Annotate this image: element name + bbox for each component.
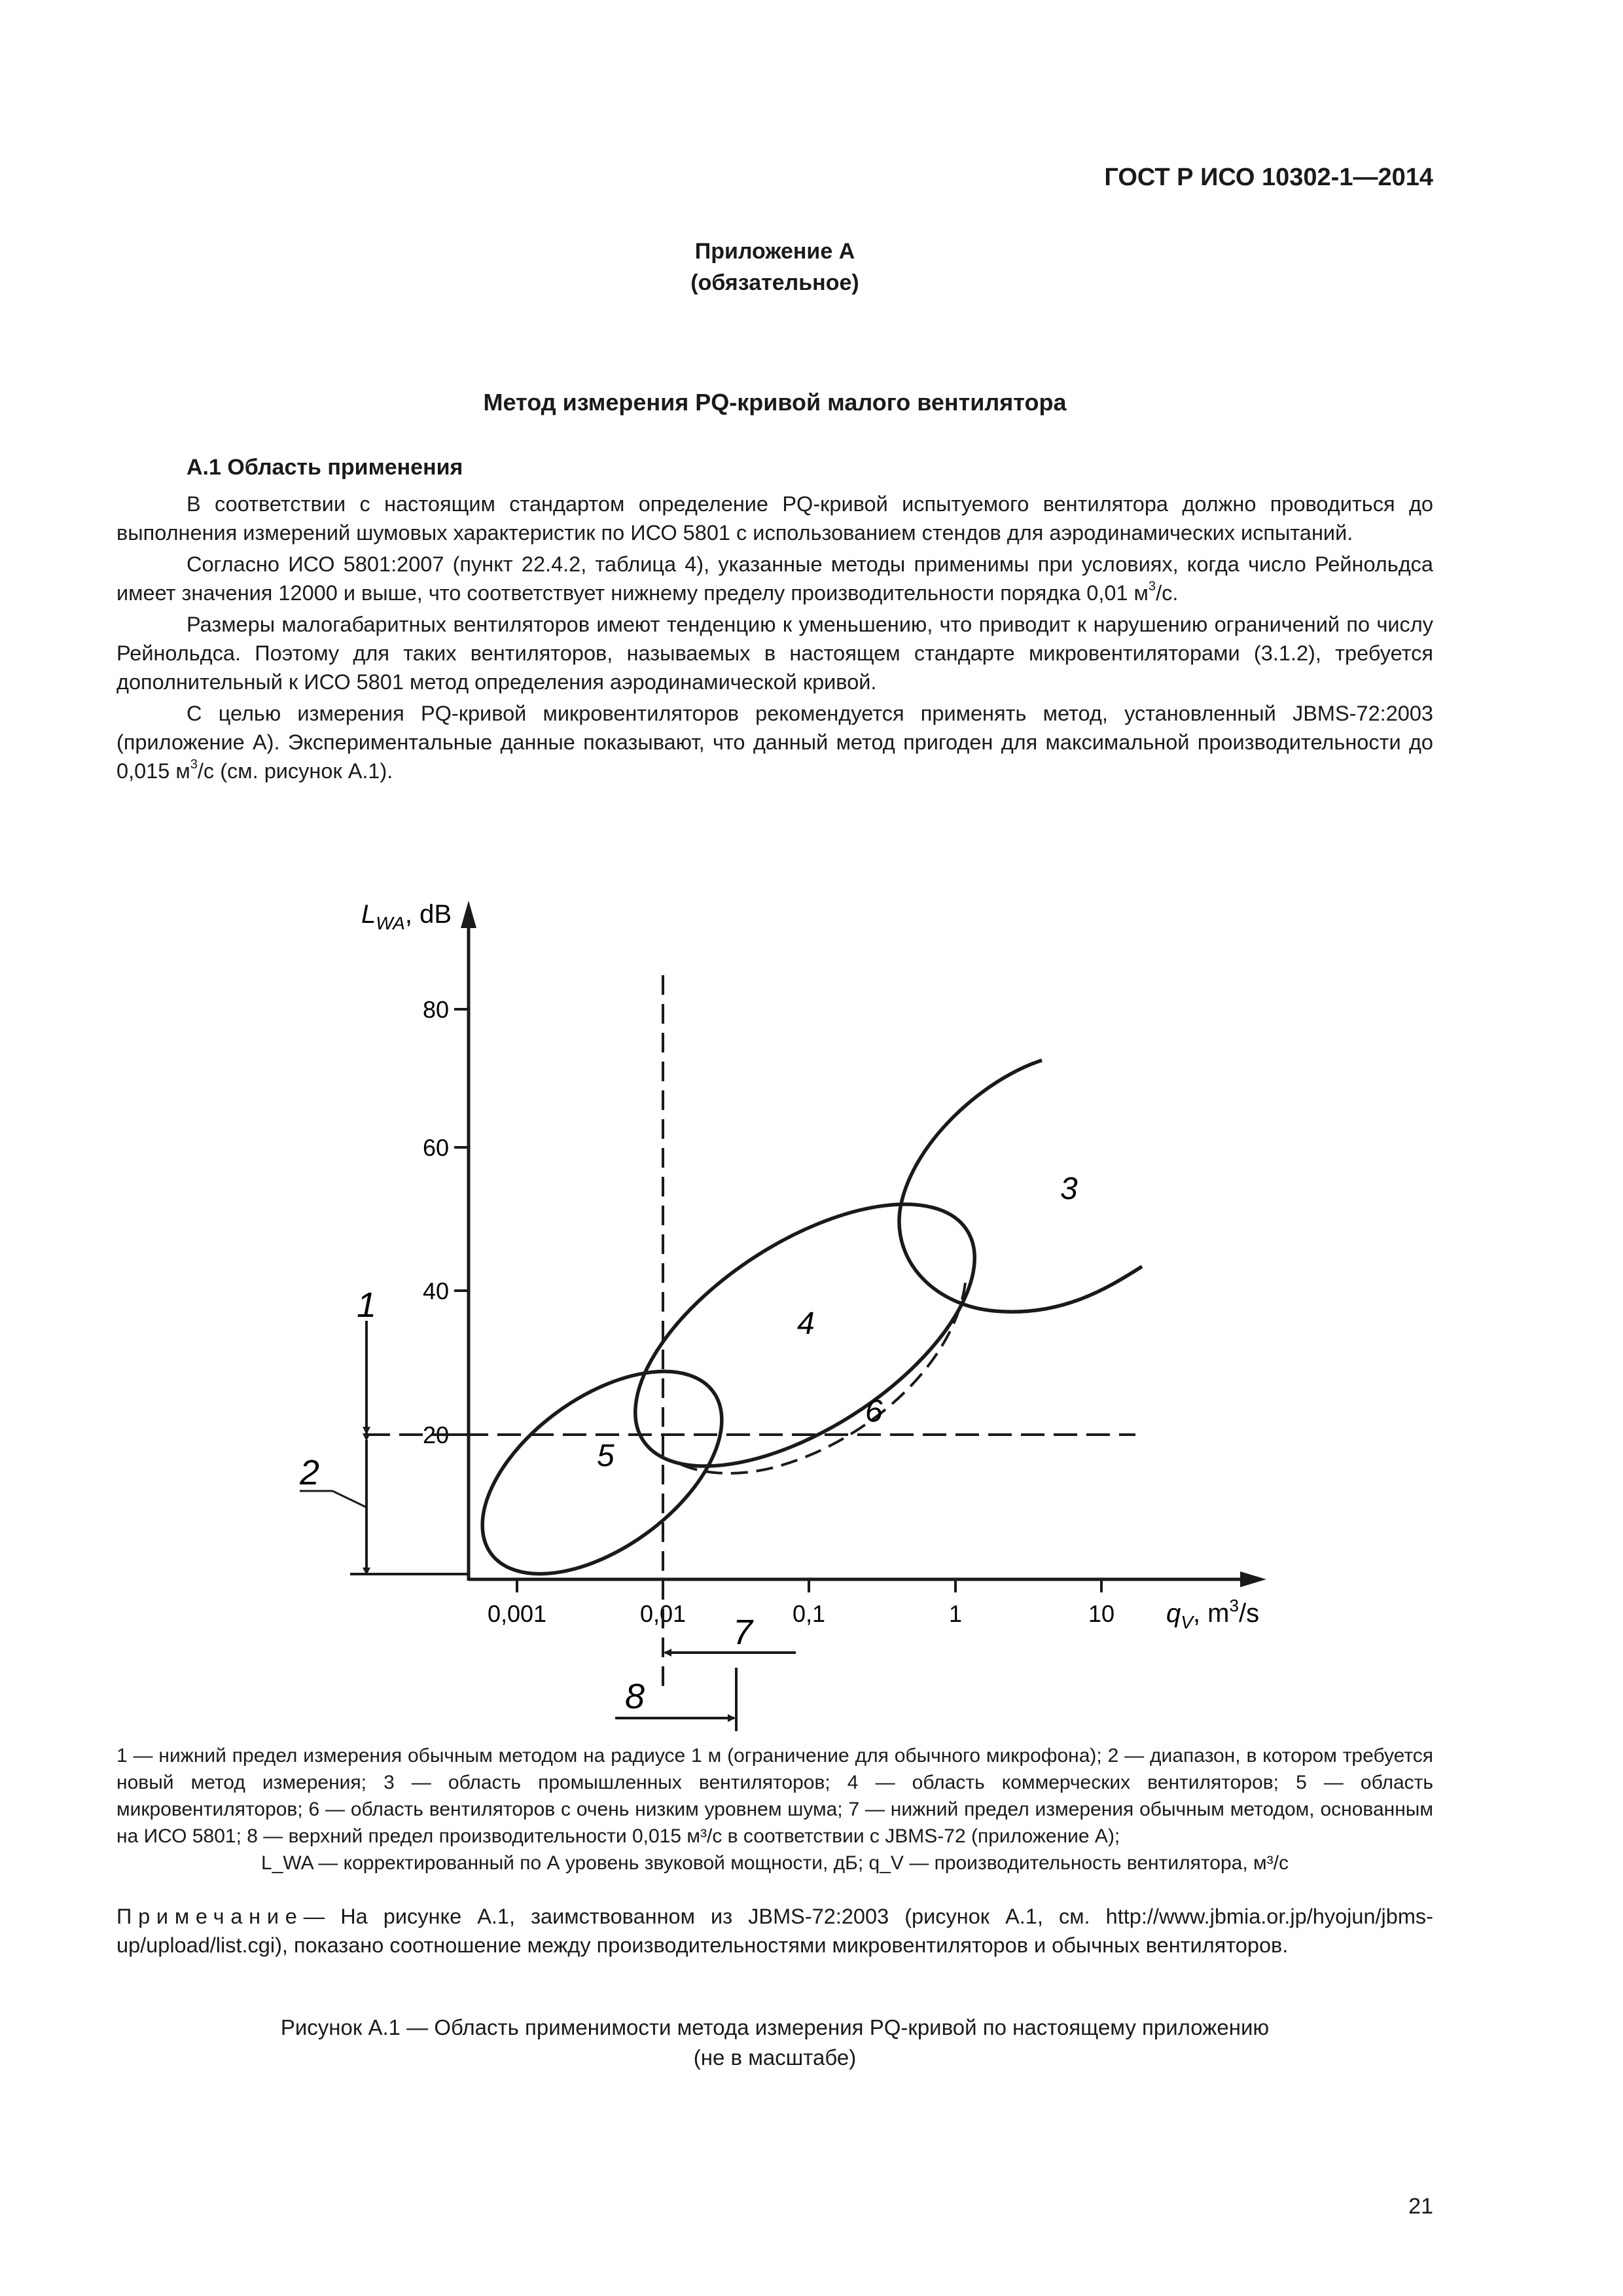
x-tick-label-0001: 0,001 [487,1600,547,1627]
y-axis-label: $L_{WA}$, dB [361,900,452,933]
callout-2-leader [332,1491,366,1507]
y-tick-label-20: 20 [422,1422,449,1448]
annex-status: (обязательное) [690,270,859,295]
annex-label: Приложение А [694,239,855,264]
note-text: — На рисунке А.1, заимствованном из JBMS-72:2003 (рисунок А.1, см. http://www.jbmia.or.jp/hyojun/jbms-up/upload/list.cgi), показано соотношение между производительностями микровентиляторов и обычных вентиляторов. [116,1905,1433,1957]
y-tick-label-60: 60 [422,1134,449,1161]
standard-designation: ГОСТ Р ИСО 10302-1—2014 [1104,164,1433,191]
figure-caption [116,2013,1433,2073]
region-label-6: 6 [865,1394,883,1429]
x-tick-label-1: 1 [948,1600,963,1627]
figure-note [116,1902,1433,1960]
note-label: Примечание [116,1905,304,1928]
legend-text: 1 — нижний предел измерения обычным методом на радиусе 1 м (ограничение для обычного микрофона); 2 — диапазон, в котором требуется новый метод измерения; 3 — область промышленных вентиляторов; 4 — область коммерческих вентиляторов; 5 — область микровентиляторов; 6 — область вентиляторов с очень низким уровнем шума; 7 — нижний предел измерения обычным методом, основанным на ИСО 5801; 8 — верхний предел производительности 0,015 м³/с в соответствии с JBMS-72 (приложение А); [116,1745,1433,1847]
y-tick-label-40: 40 [422,1278,449,1304]
legend-last-line: L_WA — корректированный по А уровень звуковой мощности, дБ; q_V — производительность вентилятора, м³/с [261,1852,1289,1874]
region-label-5: 5 [597,1439,615,1473]
region-label-3: 3 [1060,1172,1078,1206]
x-tick-label-01: 0,1 [792,1600,826,1627]
callout-1: 1 [357,1285,377,1325]
callout-7: 7 [733,1613,753,1652]
callout-2: 2 [300,1453,320,1492]
caption-line-2: (не в масштабе) [693,2045,857,2070]
region-label-4: 4 [797,1306,815,1341]
caption-line-1: Рисунок А.1 — Область применимости метода измерения PQ-кривой по настоящему приложению [280,2015,1270,2039]
annex-title: Метод измерения PQ-кривой малого вентилятора [483,389,1067,416]
paragraph-4: С целью измерения PQ-кривой микровентиляторов рекомендуется применять метод, установленный JBMS-72:2003 (приложение А). Экспериментальные данные показывают, что данный метод пригоден для максимальной производительности до 0,015 $м^3/с$ (см. рисунок А.1). [116,702,1433,783]
figure-legend [116,1742,1433,1876]
y-axis-arrow [461,901,476,928]
x-tick-label-001: 0,01 [639,1600,687,1627]
x-axis-arrow [1240,1571,1266,1587]
paragraph-2: Согласно ИСО 5801:2007 (пункт 22.4.2, таблица 4), указанные методы применимы при условиях, когда число Рейнольдса имеет значения 12000 и выше, что соответствует нижнему пределу производительности порядка 0,01 $м^3/с$. [116,552,1433,605]
x-axis-label: $q_V$, $m^3/s$ [1166,1596,1260,1632]
x-tick-label-10: 10 [1088,1600,1115,1627]
page-number: 21 [1408,2194,1433,2219]
region-3-industrial-fans [899,1060,1142,1312]
y-tick-label-80: 80 [422,996,449,1023]
paragraph-3: Размеры малогабаритных вентиляторов имеют тенденцию к уменьшению, что приводит к нарушению ограничений по числу Рейнольдса. Поэтому для таких вентиляторов, называемых в настоящем стандарте микровентиляторами (3.1.2), требуется дополнительный к ИСО 5801 метод определения аэродинамической кривой. [116,613,1433,694]
callout-8: 8 [625,1677,645,1716]
paragraph-1: В соответствии с настоящим стандартом определение PQ-кривой испытуемого вентилятора должно проводиться до выполнения измерений шумовых характеристик по ИСО 5801 с использованием стендов для аэродинамических испытаний. [116,492,1433,545]
section-heading: А.1 Область применения [187,455,463,480]
